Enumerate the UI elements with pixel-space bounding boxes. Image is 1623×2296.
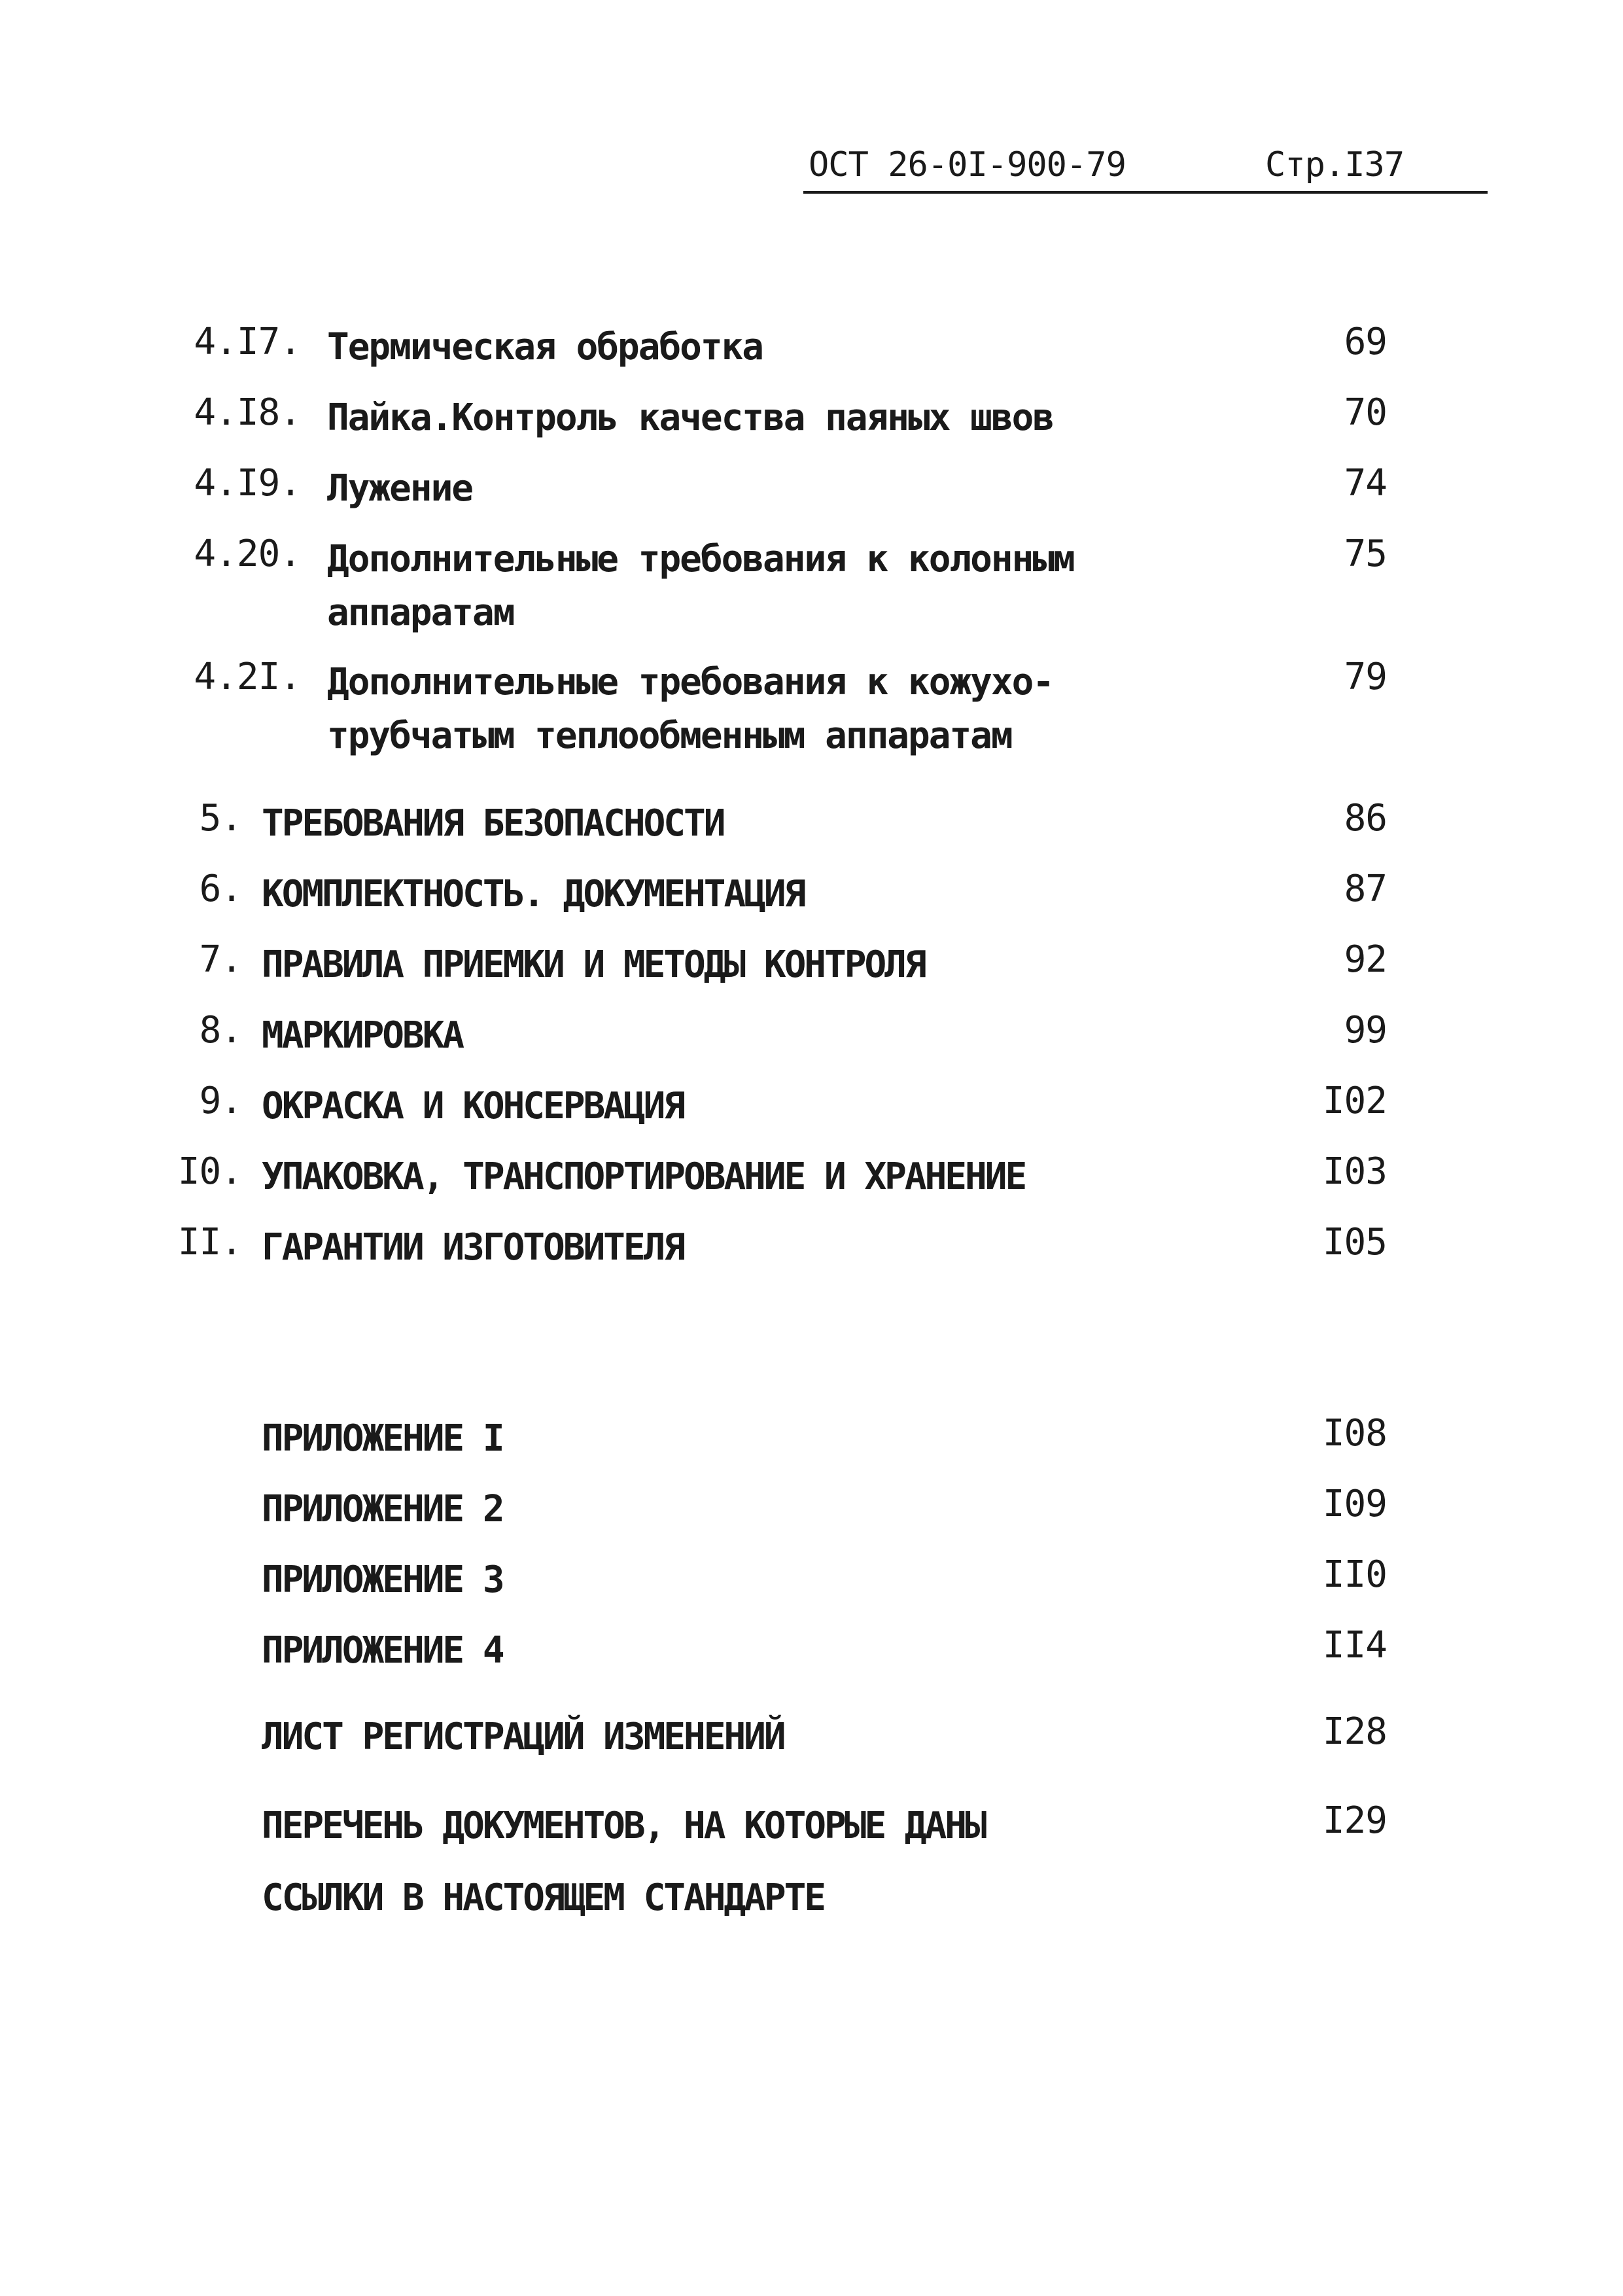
document-code: ОСТ 26-0I-900-79	[809, 145, 1126, 185]
toc-section-title: ПРАВИЛА ПРИЕМКИ И МЕТОДЫ КОНТРОЛЯ	[262, 944, 925, 986]
toc-entry-number: 4.2I.	[194, 656, 301, 698]
toc-appendix-page: II0	[1322, 1553, 1387, 1596]
toc-appendix-title: ПРИЛОЖЕНИЕ 3	[262, 1559, 503, 1601]
toc-section-title: КОМПЛЕКТНОСТЬ. ДОКУМЕНТАЦИЯ	[262, 873, 805, 915]
toc-appendix-title: ПРИЛОЖЕНИЕ 2	[262, 1488, 503, 1530]
toc-entry-number: 4.I8.	[194, 391, 301, 434]
toc-entry-title: Пайка.Контроль качества паяных швов	[327, 397, 1054, 439]
toc-section-number: 9.	[199, 1080, 242, 1122]
toc-appendix-page: I08	[1322, 1412, 1387, 1455]
toc-appendix-title-continuation: ССЫЛКИ В НАСТОЯЩЕМ СТАНДАРТЕ	[262, 1877, 825, 1919]
toc-entry-number: 4.20.	[194, 533, 301, 575]
toc-appendix-title: ПРИЛОЖЕНИЕ 4	[262, 1629, 503, 1672]
toc-entry-page: 74	[1344, 462, 1387, 504]
toc-entry-page: 79	[1344, 656, 1387, 698]
toc-section-page: 86	[1344, 797, 1387, 839]
toc-entry-number: 4.I9.	[194, 462, 301, 504]
toc-section-page: I02	[1322, 1080, 1387, 1122]
toc-entry-title: Дополнительные требования к колонным	[327, 538, 1074, 580]
toc-entry-title: Термическая обработка	[327, 326, 763, 368]
toc-section-number: 8.	[199, 1009, 242, 1051]
toc-section-title: ОКРАСКА И КОНСЕРВАЦИЯ	[262, 1085, 684, 1127]
page-header	[803, 145, 1488, 194]
toc-entry-title-continuation: трубчатым теплообменным аппаратам	[327, 715, 1012, 757]
toc-entry-page: 70	[1344, 391, 1387, 434]
toc-entry-page: 75	[1344, 533, 1387, 575]
toc-appendix-page: I29	[1322, 1799, 1387, 1842]
toc-entry-title-continuation: аппаратам	[327, 592, 514, 634]
toc-section-page: 99	[1344, 1009, 1387, 1051]
toc-entry-number: 4.I7.	[194, 321, 301, 363]
toc-section-number: I0.	[177, 1150, 242, 1193]
toc-entry-title: Дополнительные требования к кожухо-	[327, 661, 1054, 703]
toc-section-number: II.	[177, 1221, 242, 1263]
toc-entry-page: 69	[1344, 321, 1387, 363]
toc-appendix-title: ПРИЛОЖЕНИЕ I	[262, 1417, 503, 1460]
toc-section-page: 92	[1344, 938, 1387, 981]
toc-appendix-page: I28	[1322, 1710, 1387, 1753]
toc-section-number: 6.	[199, 868, 242, 910]
toc-section-page: I03	[1322, 1150, 1387, 1193]
toc-entry-title: Лужение	[327, 467, 473, 510]
toc-appendix-title: ЛИСТ РЕГИСТРАЦИЙ ИЗМЕНЕНИЙ	[262, 1716, 784, 1758]
toc-section-title: ТРЕБОВАНИЯ БЕЗОПАСНОСТИ	[262, 802, 724, 845]
toc-section-page: I05	[1322, 1221, 1387, 1263]
toc-section-number: 7.	[199, 938, 242, 981]
toc-section-page: 87	[1344, 868, 1387, 910]
toc-appendix-page: II4	[1322, 1624, 1387, 1667]
toc-section-title: УПАКОВКА, ТРАНСПОРТИРОВАНИЕ И ХРАНЕНИЕ	[262, 1156, 1026, 1198]
toc-section-number: 5.	[199, 797, 242, 839]
toc-appendix-title: ПЕРЕЧЕНЬ ДОКУМЕНТОВ, НА КОТОРЫЕ ДАНЫ	[262, 1805, 985, 1847]
toc-appendix-page: I09	[1322, 1483, 1387, 1525]
page-number: Стр.I37	[1265, 145, 1405, 185]
toc-section-title: ГАРАНТИИ ИЗГОТОВИТЕЛЯ	[262, 1226, 684, 1269]
toc-section-title: МАРКИРОВКА	[262, 1014, 463, 1057]
